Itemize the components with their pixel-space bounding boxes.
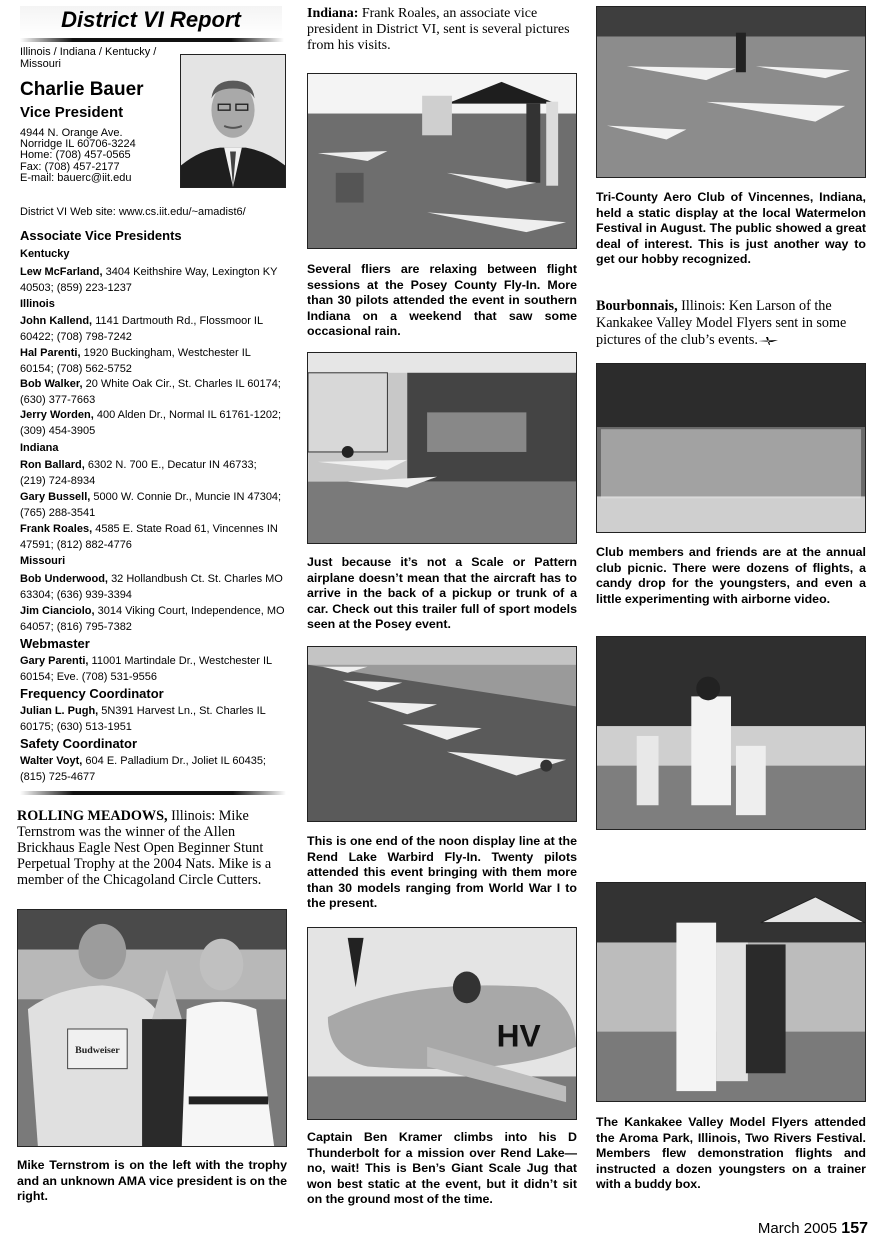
avp-name: Lew McFarland, (20, 266, 103, 278)
district-states: Illinois / Indiana / Kentucky / Missouri (20, 46, 157, 70)
vp-portrait (180, 54, 286, 188)
bourbonnais-paragraph (596, 298, 871, 349)
avp-details: 32 Hollandbush Ct. St. Charles MO 63304; (636) 939-3394 (20, 573, 283, 601)
avp-entry-worden (20, 408, 285, 439)
missouri-label: Missouri (20, 555, 66, 567)
avp-entry-walker (20, 377, 285, 408)
vp-home-phone: Home: (708) 457-0565 (20, 149, 131, 162)
safety-details: 604 E. Palladium Dr., Joliet IL 60435; (815) 725-4677 (20, 755, 266, 783)
budweiser-label: Budweiser (75, 1044, 120, 1056)
frequency-name: Julian L. Pugh, (20, 705, 99, 717)
avp-entry-ballard (20, 458, 285, 489)
avp-details: 1141 Dartmouth Rd., Flossmoor IL 60422; (708) 798-7242 (20, 315, 263, 343)
indiana-lead: Indiana: (307, 6, 359, 21)
avp-name: John Kallend, (20, 315, 93, 327)
bourbonnais-text: Illinois: Ken Larson of the Kankakee Valley Model Flyers sent in some pictures of the club’s events. (596, 298, 847, 348)
indiana-intro (307, 6, 577, 54)
avp-entry-underwood (20, 572, 285, 603)
club-picnic-caption: Club members and friends are at the annual club picnic. There were dozens of flights, a candy drop for the youngsters, and even a little experimenting with airborne video. (596, 545, 866, 606)
indiana-label: Indiana (20, 442, 59, 454)
webmaster-details: 11001 Martindale Dr., Westchester IL 60154; Eve. (708) 531-9556 (20, 655, 272, 683)
webmaster-name: Gary Parenti, (20, 655, 89, 667)
avp-details: 4585 E. State Road 61, Vincennes IN 47591; (812) 882-4776 (20, 523, 278, 551)
rolling-meadows-lead: ROLLING MEADOWS, (17, 808, 168, 824)
avp-name: Jim Cianciolo, (20, 605, 95, 617)
vp-address-line-2: Norridge IL 60706-3224 (20, 138, 136, 151)
report-title: District VI Report (20, 6, 282, 36)
vp-fax: Fax: (708) 457-2177 (20, 160, 120, 173)
issue-date: March 2005 (757, 1220, 838, 1237)
frequency-heading: Frequency Coordinator (20, 686, 164, 701)
flying-demo-photo (596, 636, 866, 830)
safety-entry (20, 754, 285, 785)
kankakee-caption: The Kankakee Valley Model Flyers attended the Aroma Park, Illinois, Two Rivers Festival. Members flew demonstration flights and instructed a dozen youngsters on a trainer with a buddy box. (596, 1115, 866, 1191)
avp-details: 5000 W. Connie Dr., Muncie IN 47304; (765) 288-3541 (20, 491, 282, 519)
aroma-park-photo (596, 882, 866, 1102)
aircraft-tail-code: HV (496, 1017, 541, 1054)
posey-fliers-caption: Several fliers are relaxing between flight sessions at the Posey County Fly-In. More than 30 pilots attended the event in southern Indiana on a weekend that saw some occasional rain. (307, 262, 577, 338)
avp-name: Hal Parenti, (20, 347, 81, 359)
webmaster-entry (20, 654, 285, 685)
frequency-entry (20, 704, 285, 735)
avp-name: Frank Roales, (20, 523, 93, 535)
indiana-text: Frank Roales, an associate vice president in District VI, sent is several pictures from his visits. (307, 6, 570, 53)
page-number: 157 (841, 1220, 868, 1237)
title-rule (20, 38, 284, 42)
vp-contact (20, 128, 136, 184)
avp-details: 6302 N. 700 E., Decatur IN 46733; (219) 724-8934 (20, 459, 257, 487)
kentucky-label: Kentucky (20, 248, 70, 260)
rolling-meadows-paragraph (17, 808, 287, 888)
avp-entry-mcfarland (20, 265, 285, 296)
thunderbolt-photo (307, 927, 577, 1120)
avp-name: Bob Walker, (20, 378, 83, 390)
avp-name: Jerry Worden, (20, 409, 94, 421)
vp-title: Vice President (20, 104, 124, 121)
vp-email[interactable]: E-mail: bauerc@iit.edu (20, 171, 132, 184)
warbird-line-photo (307, 646, 577, 822)
posey-fliers-photo (307, 73, 577, 249)
avp-name: Ron Ballard, (20, 459, 85, 471)
vp-name: Charlie Bauer (20, 79, 144, 100)
safety-heading: Safety Coordinator (20, 736, 138, 751)
avp-entry-cianciolo (20, 604, 285, 635)
avp-details: 3404 Keithshire Way, Lexington KY 40503; (859) 223-1237 (20, 266, 278, 294)
illinois-label: Illinois (20, 298, 55, 310)
page-footer (758, 1220, 868, 1238)
warbird-caption: This is one end of the noon display line at the Rend Lake Warbird Fly-In. Twenty pilots attended this event bringing with them more than 30 models ranging from World War I to the present. (307, 834, 577, 910)
ternstrom-caption: Mike Ternstrom is on the left with the trophy and an unknown AMA vice president is on the right. (17, 1158, 287, 1203)
avp-entry-parenti (20, 346, 285, 377)
avp-details: 3014 Viking Court, Independence, MO 64057; (816) 795-7382 (20, 605, 285, 633)
thunderbolt-caption: Captain Ben Kramer climbs into his D Thunderbolt for a mission over Rend Lake—no, wait! This is Ben’s Giant Scale Jug that won best static at the event, but it didn’t sit on the ground most of the time. (307, 1130, 577, 1206)
avp-heading: Associate Vice Presidents (20, 228, 182, 243)
avp-details: 20 White Oak Cir., St. Charles IL 60174; (630) 377-7663 (20, 378, 281, 406)
section-rule (20, 791, 286, 795)
district-website[interactable]: District VI Web site: www.cs.iit.edu/~amadist6/ (20, 206, 246, 218)
rolling-meadows-text: Illinois: Mike Ternstrom was the winner of the Allen Brickhaus Eagle Nest Open Beginner Stunt Perpetual Trophy at the 2004 Nats. Mike is a member of the Chicagoland Circle Cutters. (17, 808, 272, 888)
trailer-caption: Just because it’s not a Scale or Pattern airplane doesn’t mean that the aircraft has to arrive in the back of a pickup or trunk of a car. Check out this trailer full of sport models seen at the Posey event. (307, 555, 577, 631)
tricounty-display-photo (596, 6, 866, 178)
trailer-photo (307, 352, 577, 544)
end-mark-plane-icon (758, 336, 778, 346)
avp-entry-kallend (20, 314, 285, 345)
avp-details: 400 Alden Dr., Normal IL 61761-1202; (309) 454-3905 (20, 409, 282, 437)
bourbonnais-lead: Bourbonnais, (596, 298, 678, 314)
webmaster-heading: Webmaster (20, 636, 90, 651)
vp-address-line-1: 4944 N. Orange Ave. (20, 127, 123, 139)
tricounty-caption: Tri-County Aero Club of Vincennes, Indiana, held a static display at the local Watermelon Festival in August. The public showed a great deal of interest. This is just another way to get our hobby recognized. (596, 190, 866, 266)
safety-name: Walter Voyt, (20, 755, 83, 767)
avp-entry-bussell (20, 490, 285, 521)
frequency-details: 5N391 Harvest Ln., St. Charles IL 60175; (630) 513-1951 (20, 705, 266, 733)
avp-name: Bob Underwood, (20, 573, 108, 585)
avp-entry-roales (20, 522, 285, 553)
avp-name: Gary Bussell, (20, 491, 91, 503)
avp-details: 1920 Buckingham, Westchester IL 60154; (708) 562-5752 (20, 347, 251, 375)
ternstrom-trophy-photo (17, 909, 287, 1147)
club-picnic-photo (596, 363, 866, 533)
